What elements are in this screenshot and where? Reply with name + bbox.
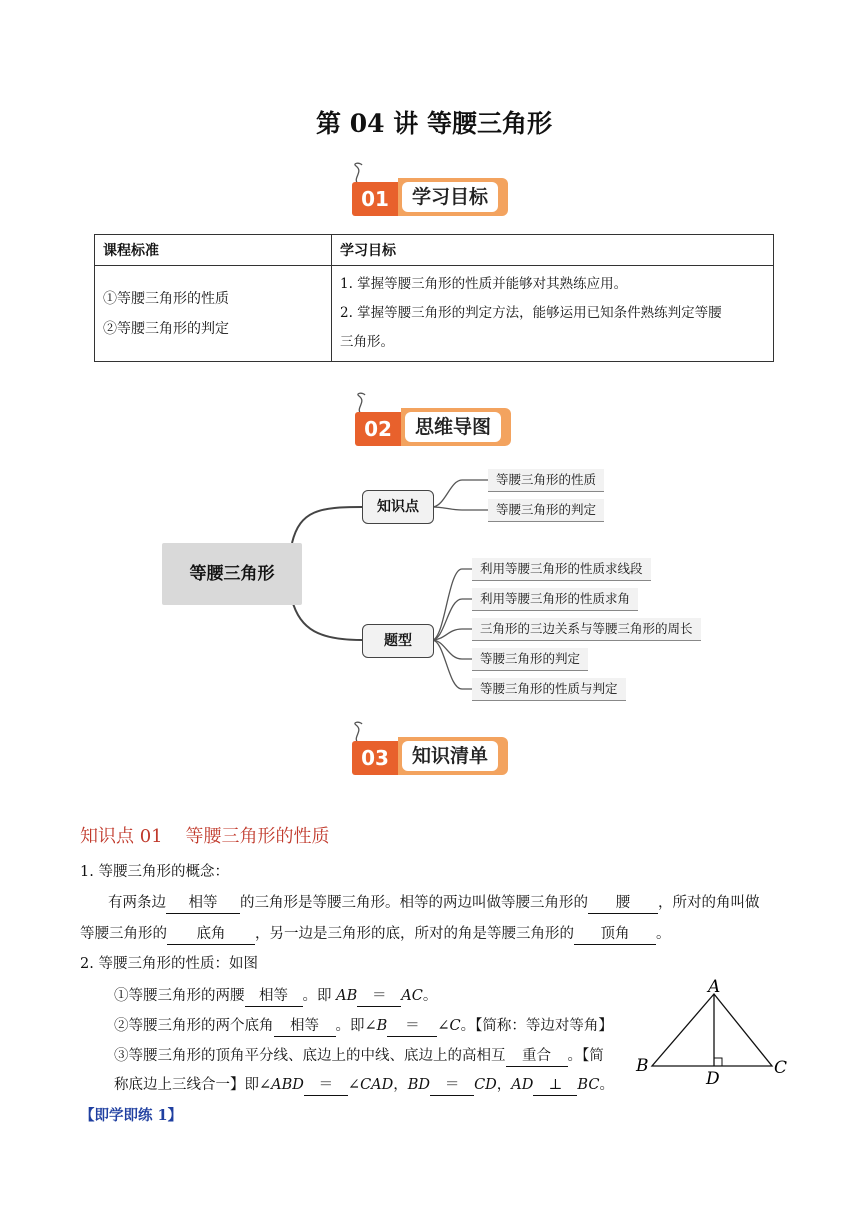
section-heading: 知识点 01 等腰三角形的性质: [80, 826, 330, 847]
mindmap-leaf: 三角形的三边关系与等腰三角形的周长: [472, 618, 701, 641]
section-badge-knowledge: [352, 735, 517, 775]
concept-line-2: 等腰三角形的 底角 ，另一边是三角形的底，所对的角是等腰三角形的 顶角 。: [80, 924, 671, 945]
objective-item: 1. 掌握等腰三角形的性质并能够对其熟练应用。: [340, 276, 628, 292]
blank-answer: 相等: [245, 986, 303, 1007]
table-header: 学习目标: [332, 235, 774, 266]
blank-answer: 相等: [274, 1016, 336, 1037]
blank-answer: 重合: [506, 1046, 568, 1067]
objective-item: 2. 掌握等腰三角形的判定方法，能够运用已知条件熟练判定等腰: [340, 305, 722, 321]
practice-heading: 【即学即练 1】: [80, 1107, 183, 1124]
mindmap-center: 等腰三角形: [162, 543, 302, 605]
section-badge-goals: [352, 176, 517, 216]
badge-number: 02: [355, 412, 401, 446]
property-3: ③等腰三角形的顶角平分线、底边上的中线、底边上的高相互 重合 。【简: [114, 1046, 604, 1067]
mindmap-leaf: 利用等腰三角形的性质求线段: [472, 558, 651, 581]
curl-icon: [353, 392, 369, 414]
standard-item: ①等腰三角形的性质: [103, 290, 229, 307]
mindmap-leaf: 等腰三角形的判定: [488, 499, 604, 522]
mindmap-leaf: 等腰三角形的性质: [488, 469, 604, 492]
blank-answer: ⊥: [533, 1075, 577, 1096]
mindmap-leaf: 等腰三角形的性质与判定: [472, 678, 626, 701]
vertex-label-c: C: [774, 1058, 788, 1078]
badge-label: 学习目标: [402, 182, 498, 212]
table-header: 课程标准: [95, 235, 332, 266]
blank-answer: 相等: [166, 893, 240, 914]
standard-item: ②等腰三角形的判定: [103, 320, 229, 337]
isosceles-triangle-figure: [630, 972, 800, 1092]
mindmap-branch-knowledge: 知识点: [362, 490, 434, 524]
mindmap-leaf: 利用等腰三角形的性质求角: [472, 588, 638, 611]
concept-line-1: 有两条边 相等 的三角形是等腰三角形。相等的两边叫做等腰三角形的 腰 ，所对的角叫做: [108, 893, 760, 914]
property-2: ②等腰三角形的两个底角 相等 。即∠B ＝ ∠C。【简称：等边对等角】: [114, 1016, 613, 1037]
badge-label: 知识清单: [402, 741, 498, 771]
objective-item: 三角形。: [340, 334, 394, 350]
property-title: 2. 等腰三角形的性质：如图: [80, 956, 258, 972]
blank-answer: 腰: [588, 893, 658, 914]
mindmap-leaf: 等腰三角形的判定: [472, 648, 588, 671]
goals-table: [94, 234, 774, 362]
blank-answer: ＝: [357, 986, 401, 1007]
curl-icon: [350, 162, 366, 184]
vertex-label-a: A: [708, 977, 721, 997]
blank-answer: 底角: [167, 924, 255, 945]
property-1: ①等腰三角形的两腰 相等 。即 AB ＝ AC。: [114, 986, 437, 1007]
vertex-label-d: D: [706, 1069, 720, 1089]
vertex-label-b: B: [636, 1056, 649, 1076]
badge-number: 03: [352, 741, 398, 775]
blank-answer: ＝: [304, 1075, 348, 1096]
curl-icon: [350, 721, 366, 743]
property-3-cont: 称底边上三线合一】即∠ABD ＝ ∠CAD，BD ＝ CD，AD ⊥ BC。: [114, 1075, 614, 1096]
page-title: 第 04 讲 等腰三角形: [316, 109, 552, 138]
blank-answer: ＝: [387, 1016, 437, 1037]
concept-title: 1. 等腰三角形的概念：: [80, 864, 229, 880]
section-badge-mindmap: [355, 406, 520, 446]
blank-answer: 顶角: [574, 924, 656, 945]
mindmap-connectors: [0, 460, 868, 710]
badge-label: 思维导图: [405, 412, 501, 442]
mindmap-branch-problem-types: 题型: [362, 624, 434, 658]
badge-number: 01: [352, 182, 398, 216]
blank-answer: ＝: [430, 1075, 474, 1096]
